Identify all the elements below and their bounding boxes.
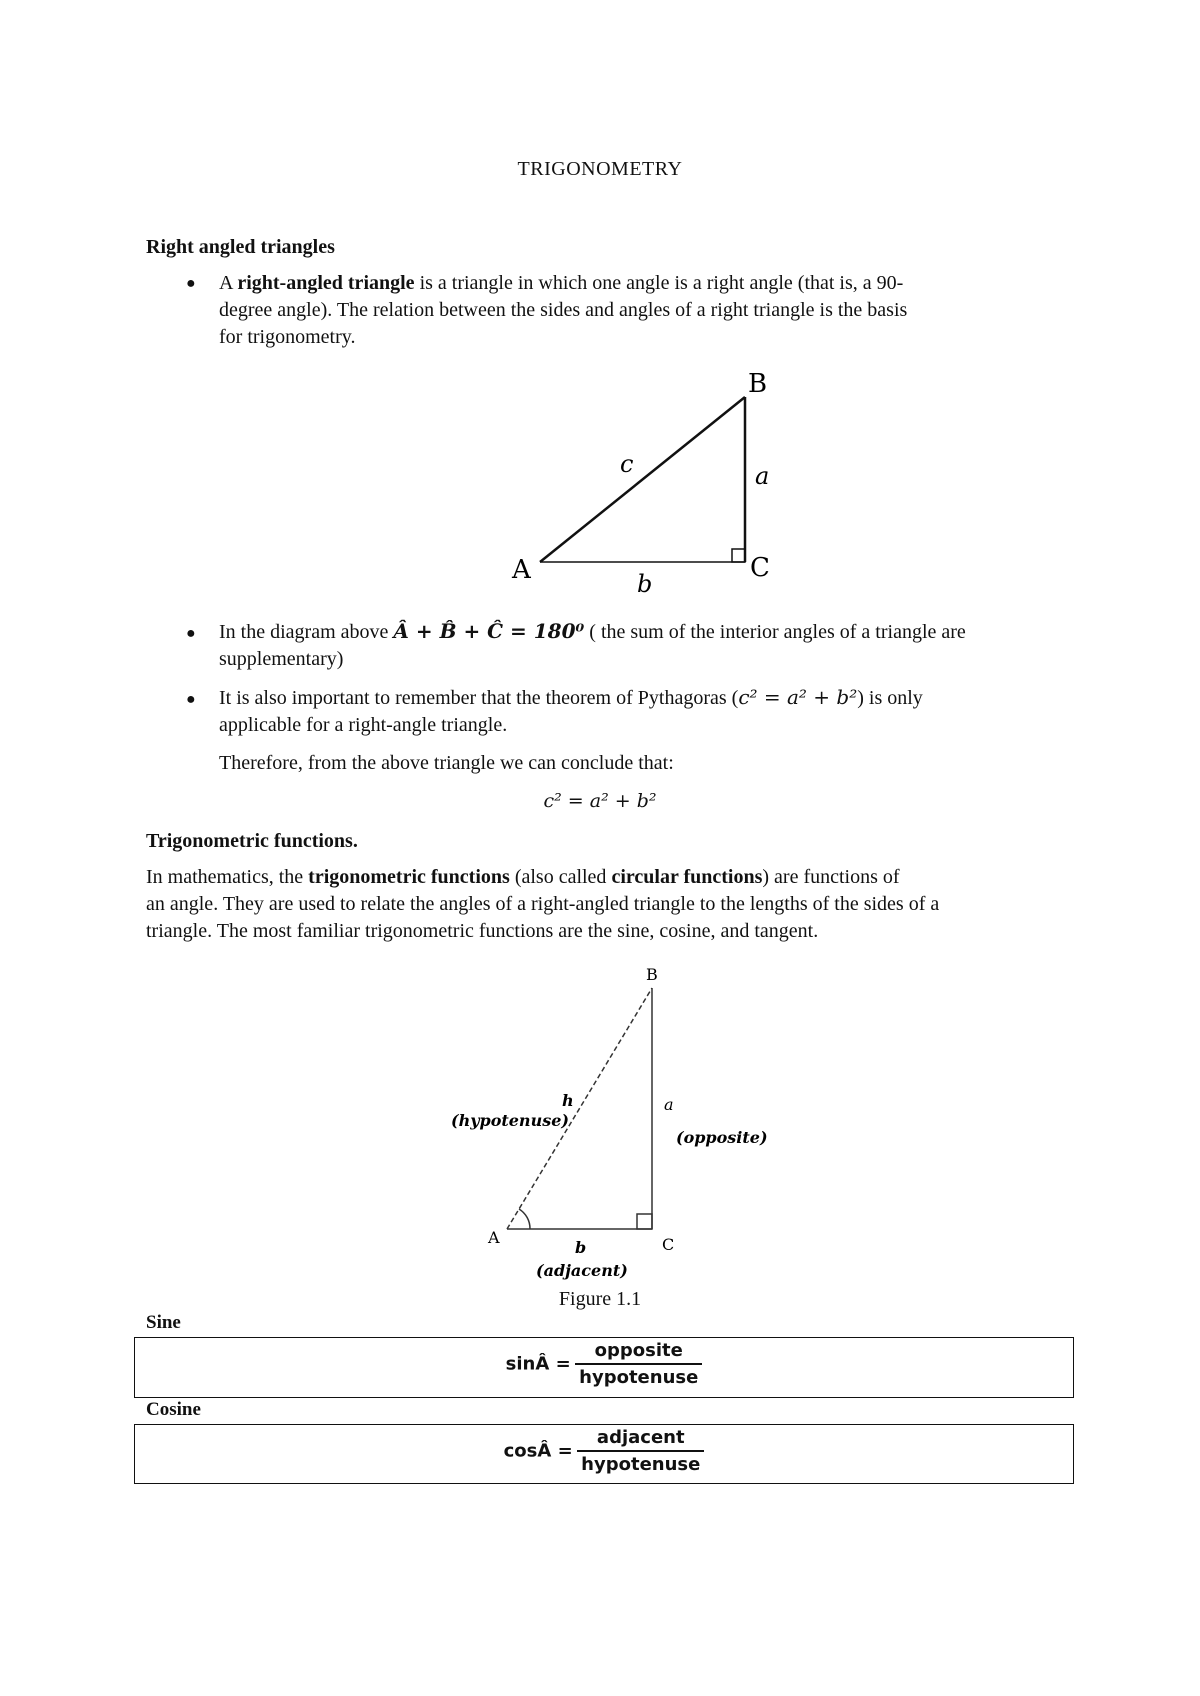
- p-line3: triangle. The most familiar trigonometric functions are the sine, cosine, and tangent.: [146, 920, 819, 942]
- labelled-triangle-figure: [440, 960, 780, 1280]
- bullet-icon: ●: [186, 275, 196, 292]
- sine-denominator: hypotenuse: [575, 1363, 702, 1388]
- bullet1-line3: for trigonometry.: [219, 326, 356, 348]
- opposite-label: (opposite): [676, 1128, 768, 1147]
- conclusion-text: Therefore, from the above triangle we can conclude that:: [219, 752, 674, 774]
- bullet1-bold-term: right-angled triangle: [237, 272, 415, 294]
- vertex-a-label: A: [512, 555, 531, 585]
- cosine-lhs: cosÂ =: [503, 1440, 573, 1462]
- right-angle-marker: [732, 549, 745, 562]
- bullet1-text-start: A: [219, 272, 238, 294]
- hypotenuse-line: [507, 988, 652, 1229]
- angle-a-arc: [519, 1209, 530, 1229]
- vertex-a-label: A: [488, 1228, 500, 1247]
- bullet-icon: ●: [186, 691, 196, 708]
- cosine-formula-box: [134, 1424, 1074, 1484]
- right-triangle-diagram: [500, 360, 800, 600]
- vertex-c-label: C: [662, 1235, 675, 1254]
- side-h-label: h: [562, 1091, 574, 1110]
- bullet2-text-start: In the diagram above: [219, 621, 394, 643]
- bullet3-text-start: It is also important to remember that the theorem of Pythagoras (: [219, 687, 739, 709]
- p-text-mid: (also called: [509, 866, 612, 888]
- p-text-end: ) are functions of: [762, 866, 900, 888]
- bullet-paragraph-pythagoras: [219, 684, 1069, 739]
- bullet1-line2: degree angle). The relation between the sides and angles of a right triangle is the basis: [219, 299, 908, 321]
- p-bold-circular-functions: circular functions: [611, 866, 763, 888]
- cosine-heading: Cosine: [146, 1399, 201, 1420]
- vertex-c-label: C: [750, 553, 770, 583]
- vertex-b-label: B: [646, 965, 658, 984]
- right-angle-marker: [637, 1214, 652, 1229]
- sine-formula-box: [134, 1337, 1074, 1398]
- bullet3-text-rest: ) is only: [857, 687, 923, 709]
- side-c-line: [540, 397, 745, 562]
- section-heading-right-angled-triangles: Right angled triangles: [146, 236, 335, 258]
- bullet2-line2: supplementary): [219, 648, 344, 670]
- cosine-numerator: adjacent: [596, 1427, 685, 1448]
- figure-caption: Figure 1.1: [558, 1288, 642, 1310]
- bullet-paragraph-definition: [219, 270, 1059, 351]
- page-title: TRIGONOMETRY: [517, 158, 683, 180]
- bullet-icon: ●: [186, 625, 196, 642]
- cosine-formula: [135, 1427, 1073, 1475]
- p-text-start: In mathematics, the: [146, 866, 309, 888]
- bullet2-text-rest: ( the sum of the interior angles of a triangle are: [584, 621, 966, 643]
- cosine-denominator: hypotenuse: [577, 1450, 704, 1475]
- bullet-paragraph-angle-sum: [219, 618, 1069, 673]
- side-b-label: b: [637, 570, 653, 598]
- sine-lhs: sinÂ =: [505, 1353, 571, 1375]
- bullet1-text-rest: is a triangle in which one angle is a right angle (that is, a 90-: [414, 272, 904, 294]
- side-c-label: c: [620, 450, 634, 478]
- bullet3-line2: applicable for a right-angle triangle.: [219, 714, 508, 736]
- pythagoras-equation: c² = a² + b²: [543, 790, 657, 812]
- p-line2: an angle. They are used to relate the angles of a right-angled triangle to the lengths of the sides of a: [146, 893, 940, 915]
- vertex-b-label: B: [748, 369, 768, 399]
- p-bold-trig-functions: trigonometric functions: [308, 866, 510, 888]
- adjacent-label: (adjacent): [536, 1261, 628, 1280]
- sine-heading: Sine: [146, 1312, 181, 1333]
- sine-numerator: opposite: [594, 1340, 683, 1361]
- pythagoras-inline-equation: c² = a² + b²: [738, 685, 858, 709]
- sine-fraction: [575, 1340, 702, 1388]
- section-heading-trigonometric-functions: Trigonometric functions.: [146, 830, 358, 852]
- trig-functions-paragraph: [146, 864, 1066, 945]
- angle-sum-equation: Â + B̂ + Ĉ = 180⁰: [393, 619, 585, 643]
- hypotenuse-label: (hypotenuse): [451, 1111, 569, 1130]
- cosine-fraction: [577, 1427, 704, 1475]
- side-a-label: a: [664, 1095, 674, 1114]
- side-b-label: b: [575, 1238, 587, 1257]
- sine-formula: [135, 1340, 1073, 1388]
- side-a-label: a: [755, 462, 770, 490]
